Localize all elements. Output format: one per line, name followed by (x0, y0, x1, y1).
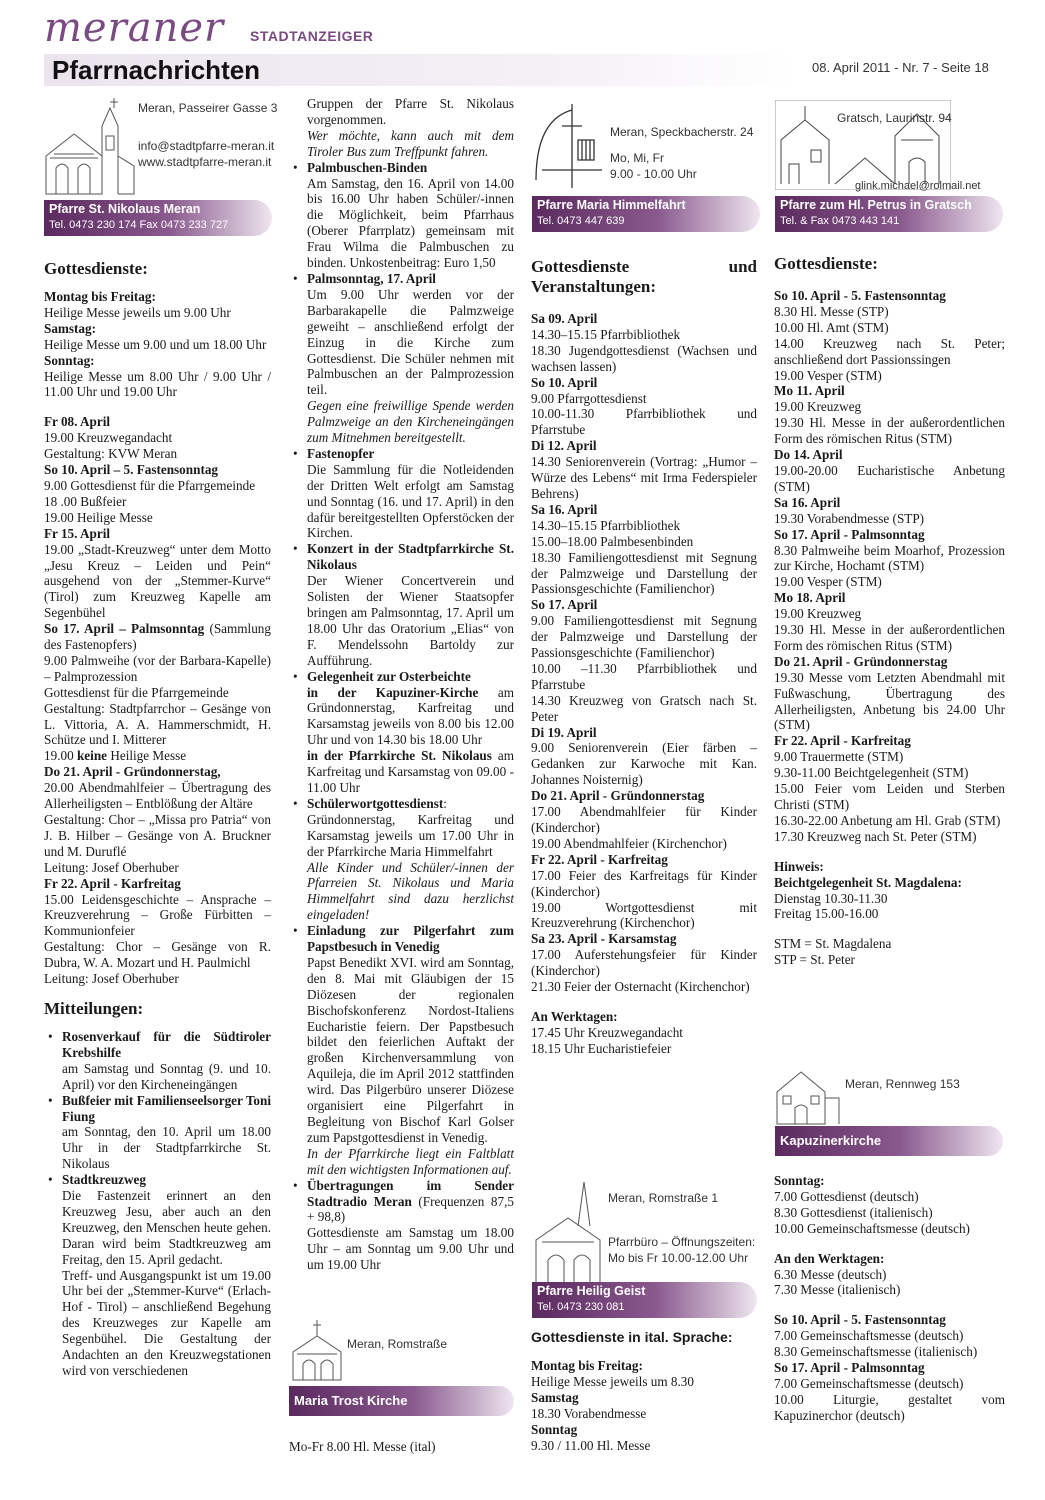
services-heading: Gottesdienste: (774, 254, 878, 273)
day-label: Sonntag: (44, 352, 95, 368)
text-line: 19.00 Kreuzwegandacht (44, 430, 173, 446)
item-title: Übertragungen im Sender Stadtradio Meran (307, 1177, 514, 1209)
text-inline: 19.00 (44, 748, 77, 764)
item-text-italic: Wer möchte, kann auch mit dem Tiroler Bus zum Treffpunkt fahren. (307, 127, 514, 159)
column-4 (774, 254, 1005, 968)
text-line: 18 .00 Bußfeier (44, 493, 127, 509)
text-line: 8.30 Palmweihe beim Moarhof, Prozession zur Kirche, Hochamt (STM) (774, 542, 1005, 574)
text-line: 17.45 Uhr Kreuzwegandacht (531, 1024, 683, 1040)
parish-box-st-nikolaus (44, 96, 278, 236)
text-line: 7.00 Gottesdienst (deutsch) (774, 1188, 919, 1204)
date-label: Mo 11. April (774, 383, 845, 399)
text-line: 9.00 Gottesdienst für die Pfarrgemeinde (44, 477, 256, 493)
date-label: Sa 09. April (531, 311, 598, 326)
office-hours: Mo bis Fr 10.00-12.00 Uhr (608, 1251, 749, 1265)
item-text-italic: Gegen eine freiwillige Spende werden Palmzweige an den Kircheneingängen zum Mitnehmen bereitgestellt. (307, 398, 514, 446)
date-label: Do 21. April - Gründonnerstag, (44, 764, 221, 780)
item-title: Palmbuschen-Binden (307, 159, 428, 175)
text-emph: keine (76, 748, 108, 764)
legend-line: STM = St. Magdalena (774, 936, 892, 952)
parish-name-band (532, 196, 760, 232)
text-line: 19.00 Wortgottesdienst mit Kreuzverehrung (Kirchenchor) (531, 899, 757, 931)
text-line: 9.00 Pfarrgottesdienst (531, 390, 647, 406)
text-line: 19.30 Hl. Messe in der außerordentlichen Form des römischen Ritus (STM) (774, 415, 1005, 447)
date-label: Di 12. April (531, 438, 597, 454)
parish-name-band (289, 1386, 514, 1416)
list-item (62, 1172, 271, 1379)
list-item (62, 1093, 271, 1173)
text-line: Freitag 15.00-16.00 (774, 906, 879, 922)
notices-heading: Mitteilungen: (44, 998, 144, 1018)
text-line: 18.30 Vorabendmesse (531, 1405, 647, 1421)
item-subtitle: in der Kapuziner-Kirche (307, 684, 479, 700)
date-label: Do 21. April - Gründonnerstag (774, 653, 948, 669)
parish-box-kapuziner (775, 1064, 1003, 1158)
text-line: 9.00 Trauermette (STM) (774, 749, 904, 765)
item-title: Bußfeier mit Familienseelsorger Toni Fiung (62, 1092, 271, 1124)
item-text: am Sonntag, den 10. April um 18.00 Uhr in der Stadtpfarrkirche St. Nikolaus (62, 1124, 271, 1172)
parish-box-heilig-geist (532, 1176, 757, 1320)
masthead (44, 5, 374, 51)
item-title: Schülerwortgottesdienst (307, 795, 444, 811)
item-title: Palmsonntag, 17. April (307, 270, 436, 286)
text-line: 9.00 Familiengottesdienst mit Segnung der Palmzweige und Darstellung der Passionsgeschichte (Familienchor) (531, 613, 757, 661)
column-2 (289, 96, 514, 1273)
text-line: Leitung: Josef Oberhuber (44, 971, 179, 987)
date-label: So 17. April - Palmsonntag (774, 1360, 925, 1376)
text-line: 15.00 Feier vom Leiden und Sterben Christi (STM) (774, 781, 1005, 812)
text-line: 19.30 Messe vom Letzten Abendmahl mit Fußwaschung, Übertragung des Allerheiligsten, Anbetung bis 24.00 Uhr (STM) (774, 669, 1005, 733)
item-text: : (443, 795, 447, 811)
note-title: Beichtgelegenheit St. Magdalena: (774, 874, 962, 890)
text-line: Gottesdienst für die Pfarrgemeinde (44, 684, 229, 700)
legend-line: STP = St. Peter (774, 952, 855, 968)
text-line: 7.00 Gemeinschaftsmesse (deutsch) (774, 1328, 964, 1344)
text-line: 17.00 Auferstehungsfeier für Kinder (Kinderchor) (531, 947, 757, 979)
section-title-bar (44, 54, 792, 86)
parish-email[interactable]: info@stadtpfarre-meran.it (138, 139, 275, 153)
parish-address: Meran, Passeirer Gasse 3 (138, 101, 278, 115)
list-item (307, 160, 514, 271)
parish-name-band (532, 1282, 757, 1318)
text-line: 8.30 Gemeinschaftsmesse (italienisch) (774, 1344, 978, 1360)
text-line: 8.30 Hl. Messe (STP) (774, 303, 889, 319)
day-label: Montag bis Freitag: (44, 289, 156, 304)
text-line: 16.30-22.00 Anbetung am Hl. Grab (STM) (774, 812, 1001, 828)
date-label: Sa 16. April (531, 501, 598, 517)
text-line: 15.00 Leidensgeschichte – Ansprache – Kreuzverehrung – Große Fürbitten – Kommunionfeier (44, 891, 271, 939)
masthead-logo: meraner (44, 5, 225, 51)
parish-box-maria-trost (289, 1318, 514, 1422)
office-hours-label: Pfarrbüro – Öffnungszeiten: (608, 1235, 756, 1249)
text-line: Heilige Messe um 8.00 Uhr / 9.00 Uhr / 11.00 Uhr und 19.00 Uhr (44, 368, 271, 400)
text-line: 10.00 Gemeinschaftsmesse (deutsch) (774, 1220, 970, 1236)
text-line: 9.00 Palmweihe (vor der Barbara-Kapelle) – Palmprozession (44, 652, 271, 684)
text-line: Dienstag 10.30-11.30 (774, 890, 888, 906)
text-line: 7.30 Messe (italienisch) (774, 1282, 901, 1298)
day-label: Sonntag (531, 1421, 578, 1437)
parish-name: Maria Trost Kirche (294, 1393, 408, 1408)
item-text-italic: In der Pfarrkirche liegt ein Faltblatt mit den wichtigsten Informationen auf. (307, 1145, 514, 1177)
item-title: Gelegenheit zur Osterbeichte (307, 668, 471, 684)
text-line: 19.00 Vesper (STM) (774, 574, 882, 590)
mass-times (289, 1439, 514, 1455)
item-text: Gruppen der Pfarre St. Nikolaus vorgenommen. (307, 96, 514, 127)
text-line: 9.30-11.00 Beichtgelegenheit (STM) (774, 765, 969, 781)
text-line: Heilige Messe um 9.00 und um 18.00 Uhr (44, 336, 267, 352)
item-subtitle: in der Pfarrkirche St. Nikolaus (307, 748, 492, 764)
parish-box-gratsch (775, 100, 1005, 236)
section-title: Pfarrnachrichten (52, 55, 261, 85)
item-text: am Karfreitag und Karsamstag von 09.00 - 11.00 Uhr (307, 748, 514, 795)
parish-phone: Tel. & Fax 0473 443 141 (780, 215, 900, 227)
text-inline: Heilige Messe (107, 748, 187, 764)
parish-email[interactable]: glink.michael@rolmail.net (855, 180, 981, 192)
date-label: Do 14. April (774, 447, 843, 463)
text-line: 14.30 Seniorenverein (Vortrag: „Humor – Würze des Lebens“ mit Irma Federspieler Behrens) (531, 454, 757, 501)
parish-name-band (775, 1126, 1003, 1156)
text-line: 8.30 Gottesdienst (italienisch) (774, 1204, 933, 1220)
date-label: Mo 18. April (774, 590, 846, 606)
text-line: 10.00 Liturgie, gestaltet vom Kapuzinerchor (deutsch) (774, 1391, 1005, 1423)
text-line: Heilige Messe jeweils um 8.30 (531, 1373, 694, 1389)
text-line: 7.00 Gemeinschaftsmesse (deutsch) (774, 1375, 964, 1391)
list-item (307, 96, 514, 160)
day-label: An den Werktagen: (774, 1250, 885, 1266)
item-text: Gottesdienste am Samstag um 18.00 Uhr – am Sonntag um 9.00 Uhr und um 19.00 Uhr (307, 1225, 514, 1273)
date-label: Fr 22. April - Karfreitag (44, 875, 181, 891)
parish-address: Gratsch, Laurinstr. 94 (837, 111, 952, 125)
date-label: So 17. April - Palmsonntag (774, 526, 925, 542)
date-label: So 10. April – 5. Fastensonntag (44, 462, 219, 478)
parish-name: Pfarre Heilig Geist (537, 1284, 646, 1298)
parish-name: Pfarre Maria Himmelfahrt (537, 198, 686, 212)
text-line: Mo-Fr 8.00 Hl. Messe (ital) (289, 1439, 436, 1454)
item-title: Rosenverkauf für die Südtiroler Krebshilfe (62, 1028, 271, 1060)
parish-phone: Tel. 0473 447 639 (537, 215, 625, 227)
text-line: 19.00 Kreuzweg (774, 606, 862, 622)
list-item (307, 669, 514, 796)
day-label: Sonntag: (774, 1173, 825, 1188)
text-line: Gestaltung: Chor – „Missa pro Patria“ von J. B. Hilber – Gesänge von A. Bruckner und M. Duruflé (44, 812, 271, 859)
item-text: Die Sammlung für die Notleidenden der Dritten Welt erfolgt am Samstag und Sonntag (16. und 17. April) in den dafür bereitgestellten Opferstöcken der Kirchen. (307, 461, 514, 541)
text-line: 18.15 Uhr Eucharistiefeier (531, 1040, 672, 1056)
item-text: Gründonnerstag, Karfreitag und Karsamstag jeweils um 17.00 Uhr in der Pfarrkirche Maria Himmelfahrt (307, 811, 514, 859)
date-label: Fr 15. April (44, 525, 111, 541)
text-inline: (Sammlung des Fastenopfers) (44, 621, 271, 653)
item-text: Der Wiener Concertverein und Solisten der Wiener Staatsopfer bringen am Palmsonntag, 17. April um 18.00 Uhr das Oratorium „Elias“ von F. Mendelssohn Bartoldy zur Aufführung. (307, 573, 514, 668)
text-line: 10.00 –11.30 Pfarrbibliothek und Pfarrstube (531, 660, 757, 692)
day-label: Samstag (531, 1389, 579, 1405)
column-3 (531, 257, 757, 1057)
item-text: (Frequenzen 87,5 + 98,8) (307, 1193, 514, 1225)
text-line: 19.30 Hl. Messe in der außerordentlichen Form des römischen Ritus (STM) (774, 622, 1005, 653)
list-item (62, 1029, 271, 1093)
date-label: Sa 16. April (774, 494, 841, 510)
services-heading: Gottesdienste: (44, 259, 148, 278)
text-line: 17.00 Feier des Karfreitags für Kinder (Kinderchor) (531, 867, 757, 899)
text-line: Leitung: Josef Oberhuber (44, 859, 179, 875)
item-text: Treff- und Ausgangspunkt ist um 19.00 Uhr bei der „Stemmer-Kurve“ (Erlach-Hof - Tirol) – anschließend Begehung des Kreuzweges zur Kapelle am Segenbühel. Die Gestaltung der Andachten an den Kreuzwegstationen wird von verschiedenen (62, 1267, 271, 1378)
church-drawing-icon (532, 1176, 604, 1292)
date-label: Fr 22. April - Karfreitag (774, 733, 911, 749)
parish-name: Pfarre St. Nikolaus Meran (49, 202, 201, 216)
text-line: Gestaltung: KVW Meran (44, 446, 178, 462)
text-line: Gestaltung: Chor – Gesänge von R. Dubra, W. A. Mozart und H. Paulmichl (44, 939, 271, 971)
parish-phone: Tel. 0473 230 174 Fax 0473 233 727 (49, 219, 229, 231)
parish-address: Meran, Romstraße 1 (608, 1191, 719, 1205)
text-line: 10.00-11.30 Pfarrbibliothek und Pfarrstube (531, 406, 757, 438)
text-line: 19.00 Kreuzweg (774, 399, 862, 415)
text-line: 19.30 Vorabendmesse (STP) (774, 510, 925, 526)
list-item (307, 923, 514, 1178)
text-line: 14.30–15.15 Pfarrbibliothek (531, 517, 681, 533)
text-line: 19.00 Vesper (STM) (774, 367, 882, 383)
parish-phone: Tel. 0473 230 081 (537, 1301, 625, 1313)
text-line: 18.30 Familiengottesdienst mit Segnung der Palmzweige und Darstellung der Passionsgeschichte (Familienchor) (531, 549, 757, 597)
list-item (307, 1178, 514, 1273)
note-label: Hinweis: (774, 858, 824, 874)
date-label: Fr 08. April (44, 414, 111, 430)
text-line: 14.00 Kreuzweg nach St. Peter; anschließend dort Passionssingen (774, 335, 1005, 367)
item-text: Papst Benedikt XVI. wird am Sonntag, den 8. Mai mit Gläubigen der 15 Diözesen der regionalen Bischofskonferenz Nordost-Italiens Eucharistie feiern. Der Papstbesuch bildet den feierlichen Auftakt der großen Kirchenversammlung von Aquileja, die im April 2012 stattfinden wird. Das Pilgerbüro unserer Diözese organisiert eine Pilgerfahrt in Begleitung von Bischof Karl Golser zum Papstgottesdienst in Venedig. (307, 954, 514, 1145)
parish-address: Meran, Speckbacherstr. 24 (610, 125, 754, 139)
text-line: 15.00–18.00 Palmbesenbinden (531, 533, 694, 549)
section-label: An Werktagen: (531, 1008, 618, 1024)
date-label: So 10. April - 5. Fastensonntag (774, 288, 946, 303)
italian-services-heading: Gottesdienste in ital. Sprache: (531, 1329, 733, 1345)
parish-name: Pfarre zum Hl. Petrus in Gratsch (780, 198, 972, 212)
parish-website[interactable]: www.stadtpfarre-meran.it (138, 155, 272, 169)
issue-info: 08. April 2011 - Nr. 7 - Seite 18 (812, 60, 989, 75)
item-title: Einladung zur Pilgerfahrt zum Papstbesuch in Venedig (307, 923, 514, 955)
list-item (307, 541, 514, 668)
notices-list (44, 1029, 271, 1379)
church-drawing-icon (44, 96, 136, 196)
text-line: 14.30–15.15 Pfarrbibliothek (531, 326, 681, 342)
date-label: Do 21. April - Gründonnerstag (531, 788, 705, 804)
item-text-italic: Alle Kinder und Schüler/-innen der Pfarreien St. Nikolaus und Maria Himmelfahrt sind dazu herzlichst eingeladen! (307, 859, 514, 923)
text-line: 9.30 / 11.00 Hl. Messe (531, 1437, 651, 1453)
list-item (307, 796, 514, 923)
text-line: 19.00 „Stadt-Kreuzweg“ unter dem Motto „Jesu Kreuz – Leiden und Pein“ ausgehend von der „Stemmer-Kurve“ (Tirol) zum Kreuzweg Kapelle am Segenbühel (44, 541, 271, 621)
day-label: Montag bis Freitag: (531, 1358, 643, 1373)
text-line: 17.00 Abendmahlfeier für Kinder (Kinderchor) (531, 804, 757, 835)
text-line: 19.00-20.00 Eucharistische Anbetung (STM) (774, 462, 1005, 494)
text-line: 18.30 Jugendgottesdienst (Wachsen und wachsen lassen) (531, 342, 757, 374)
item-title: Fastenopfer (307, 445, 375, 461)
date-label: So 17. April – Palmsonntag (44, 621, 205, 637)
item-title: Stadtkreuzweg (62, 1172, 147, 1188)
date-label: Fr 22. April - Karfreitag (531, 851, 668, 867)
masthead-subtitle: STADTANZEIGER (250, 28, 374, 44)
italian-services (531, 1328, 757, 1453)
services-heading: Gottesdienste und Veranstaltungen: (531, 257, 757, 296)
text-line: 20.00 Abendmahlfeier – Übertragung des Allerheiligsten – Entblößung der Altäre (44, 780, 271, 812)
item-text: am Samstag und Sonntag (9. und 10. April) vor den Kircheneingängen (62, 1060, 271, 1092)
text-line: 6.30 Messe (deutsch) (774, 1266, 887, 1282)
text-line: 19.00 Abendmahlfeier (Kirchenchor) (531, 835, 727, 851)
text-line: Heilige Messe jeweils um 9.00 Uhr (44, 304, 231, 320)
item-text: Um 9.00 Uhr werden vor der Barbarakapelle die Palmzweige geweiht – anschließend erfolgt der Einzug in die Kirche zum Gottesdienst. Die Schüler nehmen mit Palmbuschen an der Palmprozession teil. (307, 286, 514, 398)
text-line: 10.00 Hl. Amt (STM) (774, 319, 889, 335)
date-label: So 17. April (531, 597, 598, 613)
item-text: Am Samstag, den 16. April von 14.00 bis 16.00 Uhr haben Schüler/-innen die Möglichkeit, beim Pfarrhaus (Oberer Pfarrplatz) gemeinsam mit Frau Wilma die Palmbuschen zu binden. Unkostenbeitrag: Euro 1,50 (307, 175, 514, 271)
date-label: So 10. April (531, 374, 598, 390)
date-label: So 10. April - 5. Fastensonntag (774, 1312, 946, 1328)
list-item (307, 271, 514, 446)
text-line: 21.30 Feier der Osternacht (Kirchenchor) (531, 979, 750, 995)
text-line: 19.00 Heilige Messe (44, 509, 153, 525)
parish-address: Meran, Rennweg 153 (845, 1077, 960, 1091)
text-line: 9.00 Seniorenverein (Eier färben – Gedanken zur Karwoche mit Kan. Johannes Noisternig) (531, 740, 757, 788)
notices-list-continued (289, 96, 514, 1273)
parish-name-band (44, 200, 272, 236)
parish-name: Kapuzinerkirche (780, 1133, 882, 1148)
day-label: Samstag: (44, 320, 97, 336)
text-line: Gestaltung: Stadtpfarrchor – Gesänge von L. Vittoria, A. A. Hammerschmidt, H. Schütze und I. Mitterer (44, 700, 271, 748)
text-line: 17.30 Kreuzweg nach St. Peter (STM) (774, 828, 977, 844)
parish-address: Meran, Romstraße (347, 1337, 448, 1351)
date-label: Di 19. April (531, 724, 597, 740)
item-text: am Gründonnerstag, Karfreitag und Karsamstag jeweils von 8.00 bis 12.00 Uhr und von 14.30 bis 18.00 Uhr (307, 684, 514, 748)
date-label: Sa 23. April - Karsamstag (531, 931, 677, 947)
list-item (307, 446, 514, 541)
text-line: 14.30 Kreuzweg von Gratsch nach St. Peter (531, 692, 757, 724)
item-text: Die Fastenzeit erinnert an den Kreuzweg Jesu, aber auch an den Kreuzweg, den Menschen heute gehen. Daran wird beim Stadtkreuzweg am Freitag, den 15. April gedacht. (62, 1188, 271, 1267)
office-time: 9.00 - 10.00 Uhr (610, 167, 697, 181)
item-title: Konzert in der Stadtpfarrkirche St. Nikolaus (307, 541, 514, 573)
kapuziner-services (774, 1173, 1005, 1424)
church-drawing-icon (775, 1064, 841, 1126)
column-1 (44, 259, 271, 1379)
parish-box-maria-himmelfahrt (532, 100, 760, 236)
parish-name-band (775, 196, 1003, 232)
church-drawing-icon (532, 100, 604, 190)
church-drawing-icon (289, 1318, 345, 1382)
office-days: Mo, Mi, Fr (610, 151, 664, 165)
